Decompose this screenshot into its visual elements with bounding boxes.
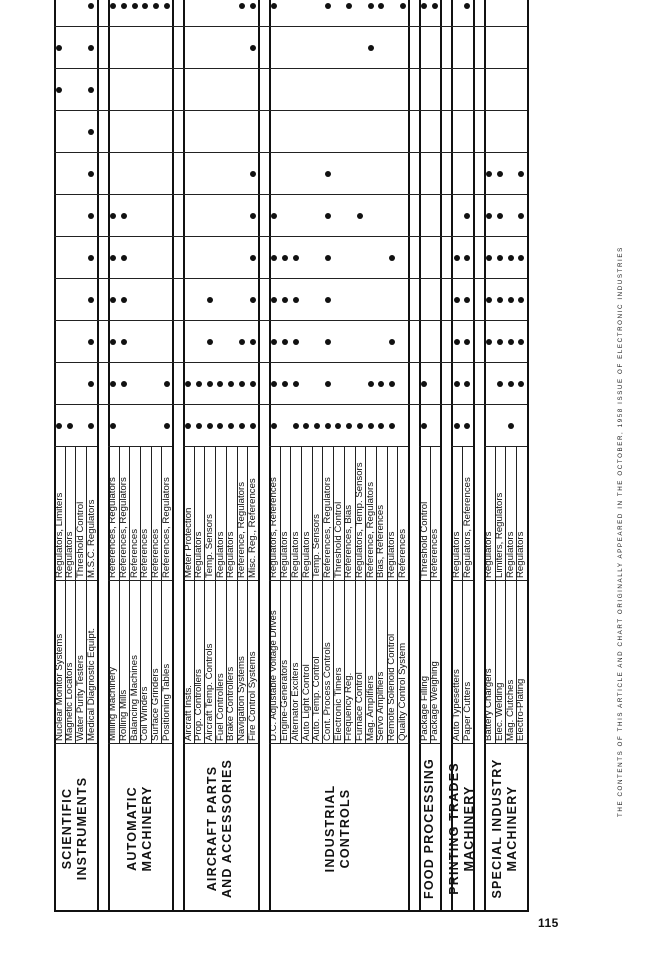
application-cell: Fire Control Systems xyxy=(246,651,258,741)
application-cell: Surface Grinders xyxy=(150,668,162,741)
application-cell: Aircraft Insts. xyxy=(182,685,194,741)
indicator-dot xyxy=(88,3,94,9)
indicator-dot xyxy=(464,297,470,303)
indicator-dot xyxy=(271,297,277,303)
indicator-dot xyxy=(110,297,116,303)
indicator-dot xyxy=(110,381,116,387)
column-divider xyxy=(419,580,440,581)
category-divider xyxy=(258,0,260,912)
application-cell: Positioning Tables xyxy=(160,663,172,741)
indicator-dot xyxy=(250,339,256,345)
use-cell: Reference, Regulators xyxy=(364,482,376,578)
indicator-dot xyxy=(454,339,460,345)
indicator-dot xyxy=(142,3,148,9)
use-cell: References, Regulators xyxy=(160,477,172,578)
indicator-dot xyxy=(239,3,245,9)
indicator-dot xyxy=(207,297,213,303)
use-cell: Temp. Sensors xyxy=(311,514,323,578)
indicator-dot xyxy=(88,255,94,261)
use-cell: References, Bias xyxy=(343,504,355,578)
indicator-dot xyxy=(56,423,62,429)
column-divider xyxy=(484,743,527,744)
indicator-dot xyxy=(497,339,503,345)
use-cell: Meter Protection xyxy=(182,507,194,578)
column-divider xyxy=(183,743,258,744)
application-cell: Servo Amplifiers xyxy=(375,671,387,741)
use-cell: References xyxy=(128,528,140,578)
table-left-border xyxy=(54,910,527,912)
column-divider xyxy=(108,743,172,744)
indicator-dot xyxy=(346,3,352,9)
indicator-dot xyxy=(303,423,309,429)
page-number: 115 xyxy=(538,916,559,930)
application-cell: Rolling Mills xyxy=(118,689,129,741)
indicator-dot xyxy=(121,255,127,261)
indicator-dot xyxy=(88,381,94,387)
application-cell: Mag. Clutches xyxy=(504,679,516,741)
application-cell: Remote Solenoid Control xyxy=(386,633,398,741)
use-cell: Regulators xyxy=(193,531,205,578)
application-cell: Medical Diagnostic Equipt. xyxy=(85,627,97,741)
indicator-dot xyxy=(185,381,191,387)
application-cell: Auto Typesetters xyxy=(450,669,462,741)
use-cell: Regulators xyxy=(300,531,312,578)
column-divider xyxy=(54,743,97,744)
use-cell: Regulators xyxy=(279,531,291,578)
indicator-dot xyxy=(325,213,331,219)
use-cell: References xyxy=(150,528,162,578)
application-cell: Electronic Timers xyxy=(332,667,344,741)
indicator-dot xyxy=(282,255,288,261)
category-divider xyxy=(440,0,442,912)
indicator-dot xyxy=(518,339,524,345)
use-cell: M.S.C. Regulators xyxy=(85,499,97,578)
category-label: FOOD PROCESSING xyxy=(422,758,437,899)
indicator-dot xyxy=(88,213,94,219)
indicator-dot xyxy=(508,255,514,261)
use-cell: Regulators xyxy=(386,531,398,578)
application-cell: Coil Winders xyxy=(139,686,151,741)
use-cell: References xyxy=(139,528,151,578)
indicator-dot xyxy=(346,423,352,429)
indicator-dot xyxy=(271,339,277,345)
indicator-dot xyxy=(368,3,374,9)
indicator-column-divider xyxy=(54,110,527,111)
indicator-dot xyxy=(454,255,460,261)
indicator-dot xyxy=(389,381,395,387)
indicator-dot xyxy=(325,381,331,387)
indicator-dot xyxy=(432,3,438,9)
use-cell: Regulators xyxy=(289,531,301,578)
category-label: INDUSTRIAL CONTROLS xyxy=(323,784,353,873)
indicator-dot xyxy=(325,171,331,177)
column-divider xyxy=(108,580,172,581)
indicator-dot xyxy=(378,423,384,429)
indicator-dot xyxy=(421,381,427,387)
application-cell: D.C. Adjustable Voltage Drives xyxy=(268,610,280,741)
column-divider xyxy=(419,446,440,447)
indicator-dot xyxy=(185,423,191,429)
indicator-column-divider xyxy=(54,236,527,237)
indicator-dot xyxy=(464,213,470,219)
indicator-dot xyxy=(325,255,331,261)
indicator-dot xyxy=(314,423,320,429)
indicator-dot xyxy=(293,381,299,387)
indicator-dot xyxy=(497,297,503,303)
indicator-dot xyxy=(421,3,427,9)
indicator-dot xyxy=(164,381,170,387)
application-cell: Furnace Control xyxy=(354,672,365,741)
application-cell: Engine-Generators xyxy=(279,659,291,741)
indicator-dot xyxy=(239,339,245,345)
application-cell: Balancing Machines xyxy=(128,655,140,741)
category-divider xyxy=(97,0,99,912)
indicator-dot xyxy=(497,171,503,177)
indicator-dot xyxy=(325,339,331,345)
column-divider xyxy=(451,743,472,744)
use-cell: Regulators xyxy=(504,531,516,578)
indicator-dot xyxy=(228,381,234,387)
indicator-dot xyxy=(325,297,331,303)
indicator-dot xyxy=(121,213,127,219)
indicator-dot xyxy=(293,297,299,303)
indicator-dot xyxy=(217,381,223,387)
column-divider xyxy=(419,743,440,744)
application-cell: Battery Chargers xyxy=(483,668,495,741)
use-cell: Misc. Reg., References xyxy=(246,478,258,578)
column-divider xyxy=(269,446,408,447)
indicator-dot xyxy=(121,297,127,303)
use-cell: Threshold Control xyxy=(74,501,86,578)
indicator-dot xyxy=(250,213,256,219)
application-cell: Alternator Exciters xyxy=(289,662,301,741)
indicator-dot xyxy=(110,339,116,345)
indicator-column-divider xyxy=(54,68,527,69)
indicator-dot xyxy=(207,339,213,345)
footnote: THE CONTENTS OF THIS ARTICLE AND CHART ORIGINALLY APPEARED IN THE OCTOBER, 1958 ISSUE OF ELECTRONIC INDUSTRIES xyxy=(617,246,624,817)
column-divider xyxy=(54,580,97,581)
use-cell: References xyxy=(396,528,408,578)
indicator-dot xyxy=(282,339,288,345)
indicator-dot xyxy=(518,297,524,303)
category-label: AIRCRAFT PARTS AND ACCESSORIES xyxy=(205,758,235,899)
indicator-dot xyxy=(518,171,524,177)
indicator-dot xyxy=(271,255,277,261)
indicator-column-divider xyxy=(54,194,527,195)
indicator-dot xyxy=(217,423,223,429)
indicator-dot xyxy=(110,423,116,429)
indicator-dot xyxy=(164,3,170,9)
indicator-dot xyxy=(454,423,460,429)
indicator-dot xyxy=(421,423,427,429)
indicator-dot xyxy=(497,381,503,387)
indicator-dot xyxy=(325,3,331,9)
indicator-dot xyxy=(368,45,374,51)
category-label: PRINTING TRADES MACHINERY xyxy=(447,762,477,895)
indicator-dot xyxy=(250,45,256,51)
indicator-dot xyxy=(486,171,492,177)
indicator-dot xyxy=(486,213,492,219)
application-cell: Paper Cutters xyxy=(461,681,473,741)
indicator-dot xyxy=(454,297,460,303)
column-divider xyxy=(269,743,408,744)
indicator-column-divider xyxy=(54,320,527,321)
indicator-dot xyxy=(282,297,288,303)
indicator-dot xyxy=(271,3,277,9)
column-divider xyxy=(484,580,527,581)
indicator-dot xyxy=(110,255,116,261)
indicator-dot xyxy=(121,339,127,345)
indicator-dot xyxy=(196,423,202,429)
indicator-dot xyxy=(464,339,470,345)
indicator-dot xyxy=(250,381,256,387)
indicator-column-divider xyxy=(54,278,527,279)
indicator-dot xyxy=(518,213,524,219)
indicator-dot xyxy=(497,213,503,219)
indicator-dot xyxy=(389,339,395,345)
indicator-dot xyxy=(293,423,299,429)
indicator-column-divider xyxy=(54,362,527,363)
use-cell: Regulators xyxy=(225,531,237,578)
indicator-dot xyxy=(250,423,256,429)
indicator-dot xyxy=(239,381,245,387)
indicator-dot xyxy=(271,381,277,387)
category-label: SCIENTIFIC INSTRUMENTS xyxy=(60,776,90,881)
indicator-dot xyxy=(518,381,524,387)
application-cell: Package Filling xyxy=(418,675,430,741)
indicator-dot xyxy=(293,255,299,261)
column-divider xyxy=(183,446,258,447)
use-cell: Regulators xyxy=(64,531,76,578)
indicator-dot xyxy=(400,3,406,9)
indicator-dot xyxy=(271,213,277,219)
indicator-dot xyxy=(250,171,256,177)
indicator-dot xyxy=(250,255,256,261)
indicator-dot xyxy=(508,381,514,387)
application-cell: Package Weighing xyxy=(429,661,441,741)
indicator-dot xyxy=(110,3,116,9)
indicator-dot xyxy=(508,339,514,345)
use-cell: Regulators, References xyxy=(268,477,280,578)
indicator-dot xyxy=(486,297,492,303)
use-cell: Regulators xyxy=(214,531,226,578)
indicator-dot xyxy=(250,297,256,303)
column-divider xyxy=(451,446,472,447)
indicator-dot xyxy=(368,381,374,387)
indicator-dot xyxy=(378,3,384,9)
indicator-dot xyxy=(207,381,213,387)
indicator-dot xyxy=(88,129,94,135)
application-cell: Aircraft Temp. Controls xyxy=(203,643,215,741)
use-cell: Threshold Control xyxy=(332,501,344,578)
application-cell: Mag. Amplifiers xyxy=(364,675,376,741)
column-divider xyxy=(183,580,258,581)
indicator-dot xyxy=(250,3,256,9)
indicator-dot xyxy=(88,45,94,51)
indicator-dot xyxy=(132,3,138,9)
indicator-dot xyxy=(497,255,503,261)
category-label: SPECIAL INDUSTRY MACHINERY xyxy=(490,758,520,899)
application-cell: Nuclear Monitor Systems xyxy=(53,633,65,741)
use-cell: Temp. Sensors xyxy=(203,514,215,578)
category-label: AUTOMATIC MACHINERY xyxy=(124,785,154,872)
use-cell: Regulators xyxy=(450,531,462,578)
application-cell: Water Purity Testers xyxy=(74,655,86,741)
application-cell: Frequency Reg. xyxy=(343,672,355,741)
category-divider xyxy=(473,0,475,912)
indicator-dot xyxy=(464,423,470,429)
indicator-dot xyxy=(121,381,127,387)
indicator-dot xyxy=(486,255,492,261)
application-cell: Navigation Systems xyxy=(236,656,247,741)
indicator-dot xyxy=(486,339,492,345)
application-cell: Electro-Plating xyxy=(515,678,527,741)
indicator-dot xyxy=(196,381,202,387)
indicator-dot xyxy=(508,423,514,429)
indicator-dot xyxy=(56,45,62,51)
indicator-dot xyxy=(239,423,245,429)
indicator-dot xyxy=(464,3,470,9)
indicator-dot xyxy=(454,381,460,387)
use-cell: Threshold Control xyxy=(418,501,430,578)
indicator-dot xyxy=(518,255,524,261)
column-divider xyxy=(484,446,527,447)
indicator-dot xyxy=(271,423,277,429)
use-cell: Regulators, Temp. Sensors xyxy=(354,462,365,578)
use-cell: References, Regulators xyxy=(321,477,333,578)
indicator-dot xyxy=(389,423,395,429)
indicator-dot xyxy=(164,423,170,429)
column-divider xyxy=(269,580,408,581)
application-cell: Magnetic Locators xyxy=(64,662,76,741)
use-cell: Bias, References xyxy=(375,504,387,578)
indicator-dot xyxy=(88,423,94,429)
use-cell: References, Regulators xyxy=(118,477,129,578)
indicator-dot xyxy=(67,423,73,429)
category-divider xyxy=(527,0,529,912)
application-cell: Prop. Controllers xyxy=(193,669,205,741)
indicator-dot xyxy=(88,297,94,303)
indicator-dot xyxy=(153,3,159,9)
use-cell: Limiters, Regulators xyxy=(494,492,505,578)
indicator-dot xyxy=(508,297,514,303)
column-divider xyxy=(54,446,97,447)
indicator-dot xyxy=(282,381,288,387)
use-cell: References xyxy=(429,528,441,578)
column-divider xyxy=(451,580,472,581)
indicator-dot xyxy=(121,3,127,9)
indicator-dot xyxy=(368,423,374,429)
use-cell: References, Regulators xyxy=(107,477,119,578)
indicator-dot xyxy=(293,339,299,345)
indicator-dot xyxy=(357,213,363,219)
indicator-column-divider xyxy=(54,26,527,27)
application-cell: Auto Light Control xyxy=(300,664,312,741)
use-cell: Regulators, References xyxy=(461,477,473,578)
indicator-dot xyxy=(207,423,213,429)
application-cell: Cont. Process Controls xyxy=(321,642,333,741)
indicator-dot xyxy=(335,423,341,429)
category-divider xyxy=(172,0,174,912)
indicator-dot xyxy=(464,381,470,387)
indicator-column-divider xyxy=(54,404,527,405)
indicator-dot xyxy=(228,423,234,429)
column-divider xyxy=(108,446,172,447)
indicator-dot xyxy=(56,87,62,93)
use-cell: Regulators xyxy=(483,531,495,578)
indicator-dot xyxy=(378,381,384,387)
use-cell: Reference, Regulators xyxy=(236,482,247,578)
use-cell: Regulators xyxy=(515,531,527,578)
indicator-dot xyxy=(88,171,94,177)
indicator-dot xyxy=(88,87,94,93)
indicator-dot xyxy=(357,423,363,429)
indicator-column-divider xyxy=(54,152,527,153)
application-cell: Fuel Controllers xyxy=(214,673,226,741)
application-cell: Elec. Welding xyxy=(494,682,505,741)
indicator-dot xyxy=(110,213,116,219)
indicator-dot xyxy=(88,339,94,345)
category-divider xyxy=(408,0,410,912)
indicator-dot xyxy=(325,423,331,429)
indicator-dot xyxy=(389,255,395,261)
indicator-dot xyxy=(464,255,470,261)
use-cell: Regulators, Limiters xyxy=(53,492,65,578)
application-cell: Quality Control System xyxy=(396,642,408,741)
application-cell: Milling Machinery xyxy=(107,666,119,741)
application-cell: Brake Controllers xyxy=(225,666,237,741)
application-cell: Auto. Temp. Control xyxy=(311,656,323,741)
